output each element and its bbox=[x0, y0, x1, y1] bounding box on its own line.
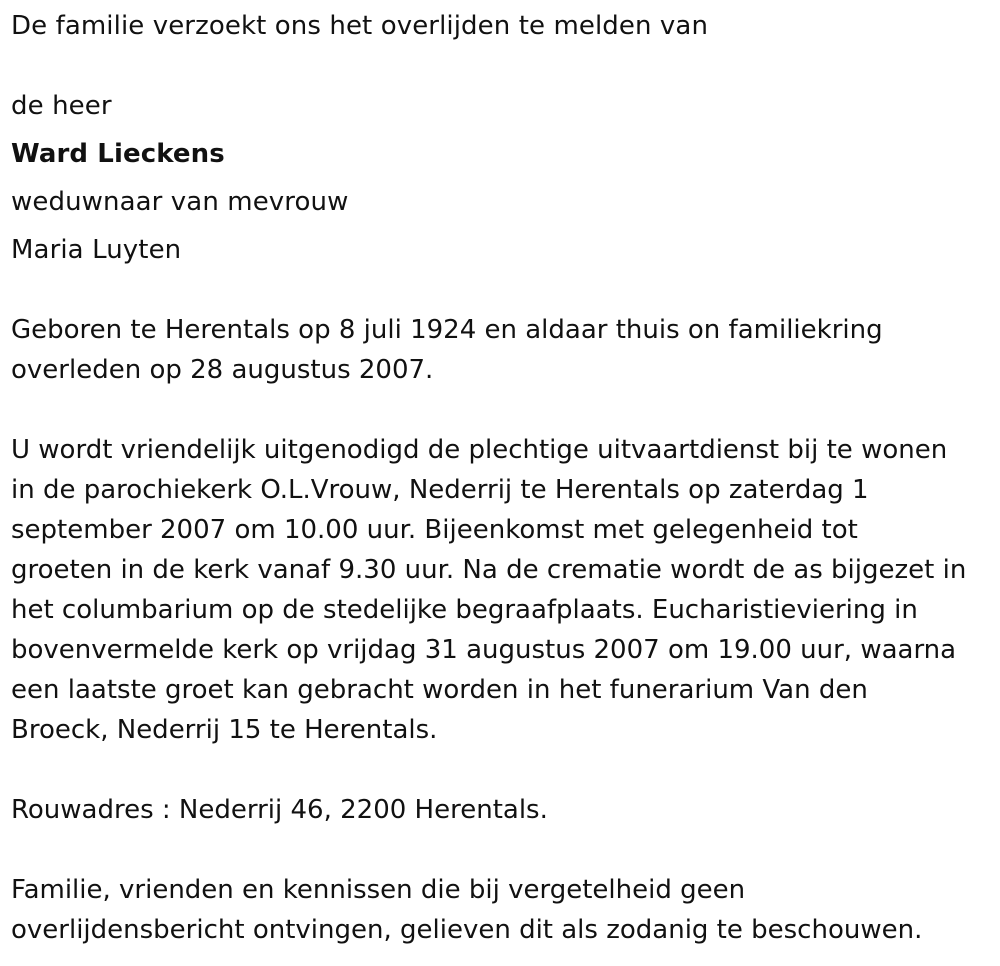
mourning-address bbox=[11, 790, 548, 830]
address-line: Rouwadres : Nederrij 46, 2200 Herentals. bbox=[11, 795, 548, 825]
deceased-name: Ward Lieckens bbox=[11, 139, 225, 169]
paragraph-line: in de parochiekerk O.L.Vrouw, Nederrij te Herentals op zaterdag 1 bbox=[11, 475, 869, 505]
service-paragraph bbox=[11, 430, 966, 750]
paragraph-line: het columbarium op de stedelijke begraafplaats. Eucharistieviering in bbox=[11, 595, 918, 625]
birth-death-paragraph bbox=[11, 310, 883, 390]
paragraph-line: Geboren te Herentals op 8 juli 1924 en aldaar thuis on familiekring bbox=[11, 315, 883, 345]
paragraph-line: september 2007 om 10.00 uur. Bijeenkomst met gelegenheid tot bbox=[11, 515, 858, 545]
paragraph-line: Familie, vrienden en kennissen die bij vergetelheid geen bbox=[11, 875, 746, 905]
paragraph-line: overleden op 28 augustus 2007. bbox=[11, 355, 434, 385]
paragraph-line: U wordt vriendelijk uitgenodigd de plechtige uitvaartdienst bij te wonen bbox=[11, 435, 948, 465]
spouse-prefix: weduwnaar van mevrouw bbox=[11, 187, 349, 217]
spouse-name: Maria Luyten bbox=[11, 235, 182, 265]
paragraph-line: Broeck, Nederrij 15 te Herentals. bbox=[11, 715, 438, 745]
paragraph-line: groeten in de kerk vanaf 9.30 uur. Na de crematie wordt de as bijgezet in bbox=[11, 555, 967, 585]
paragraph-line: overlijdensbericht ontvingen, gelieven dit als zodanig te beschouwen. bbox=[11, 915, 923, 945]
paragraph-line: een laatste groet kan gebracht worden in het funerarium Van den bbox=[11, 675, 868, 705]
closing-paragraph bbox=[11, 870, 922, 950]
paragraph-line: bovenvermelde kerk op vrijdag 31 augustus 2007 om 19.00 uur, waarna bbox=[11, 635, 957, 665]
title-prefix: de heer bbox=[11, 91, 112, 121]
intro-text: De familie verzoekt ons het overlijden te melden van bbox=[11, 11, 709, 41]
